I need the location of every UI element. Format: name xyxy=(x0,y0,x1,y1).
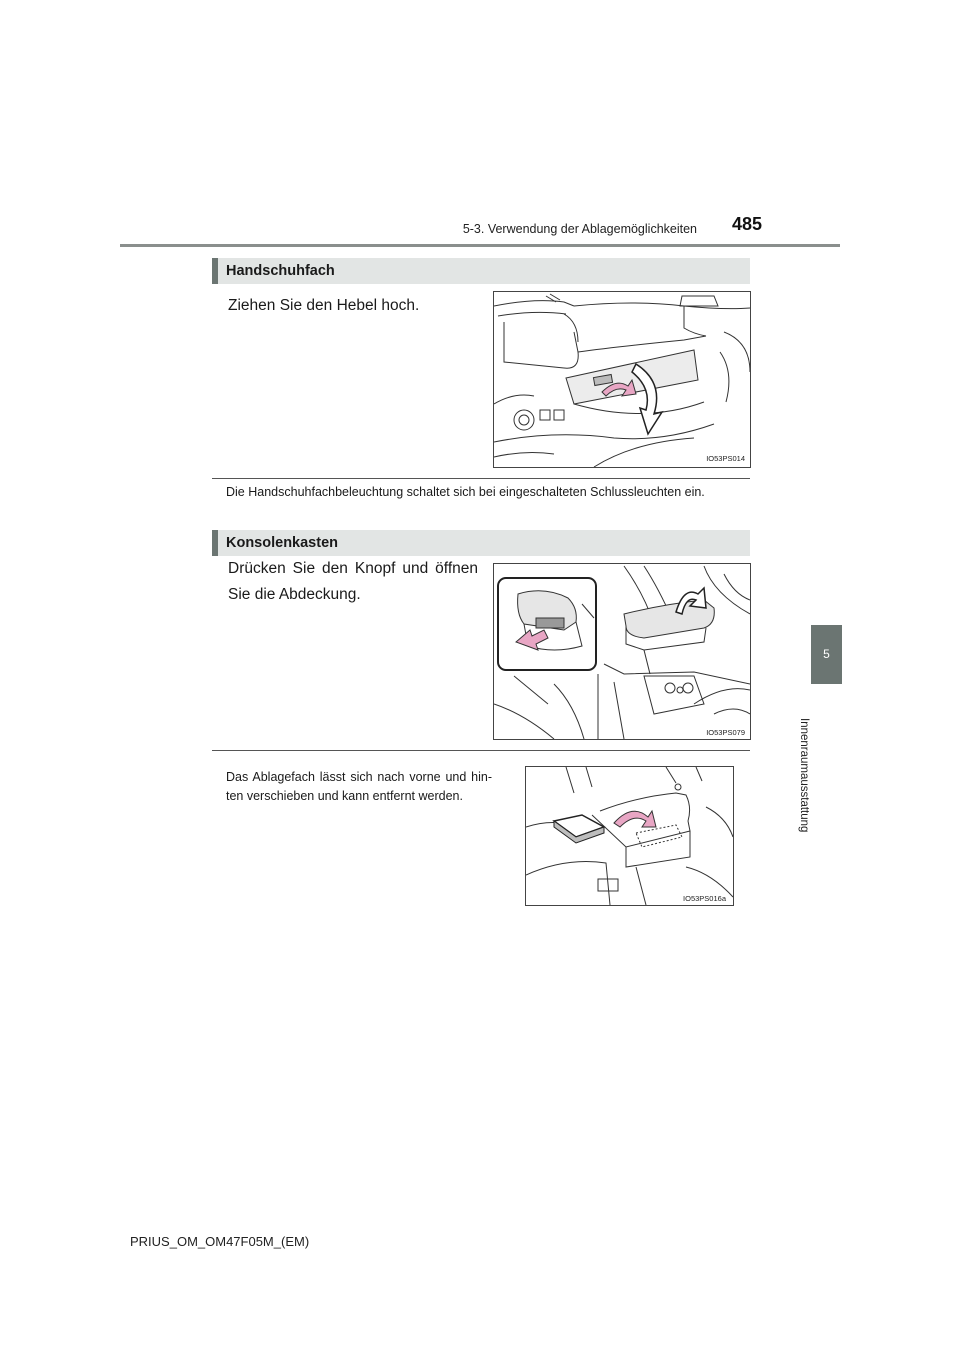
heading-accent xyxy=(212,258,218,284)
chapter-side-label: Innenraumausstattung xyxy=(798,718,810,833)
console-instruction: Drücken Sie den Knopf und öffnen Sie die Abdeckung. xyxy=(228,560,478,603)
section-heading-label: Handschuhfach xyxy=(226,263,335,279)
figure-code: IO53PS079 xyxy=(706,728,745,737)
glovebox-instruction: Ziehen Sie den Hebel hoch. xyxy=(228,297,420,314)
section-divider xyxy=(212,478,750,479)
header-rule xyxy=(120,244,840,247)
glovebox-note: Die Handschuhfachbeleuchtung schaltet sich bei eingeschalteten Schlussleuchten ein. xyxy=(226,485,705,499)
glovebox-illustration xyxy=(493,291,751,468)
glovebox-drawing xyxy=(494,292,750,467)
section-heading-label: Konsolenkasten xyxy=(226,535,338,551)
chapter-tab: 5 xyxy=(811,625,842,684)
section-heading-console xyxy=(212,530,750,556)
console-drawing xyxy=(494,564,750,739)
figure-code: IO53PS016a xyxy=(683,894,726,903)
page-number: 485 xyxy=(732,214,763,234)
section-heading-glovebox xyxy=(212,258,750,284)
console-note: Das Ablagefach lässt sich nach vorne und hin- ten verschieben und kann entfernt werden. xyxy=(226,770,492,803)
figure-code: IO53PS014 xyxy=(706,454,745,463)
heading-accent xyxy=(212,530,218,556)
tray-drawing xyxy=(526,767,733,905)
console-illustration xyxy=(493,563,751,740)
tray-illustration xyxy=(525,766,734,906)
section-divider xyxy=(212,750,750,751)
section-title: 5-3. Verwendung der Ablagemöglichkeiten xyxy=(462,222,697,236)
footer-doc-id: PRIUS_OM_OM47F05M_(EM) xyxy=(130,1234,310,1249)
